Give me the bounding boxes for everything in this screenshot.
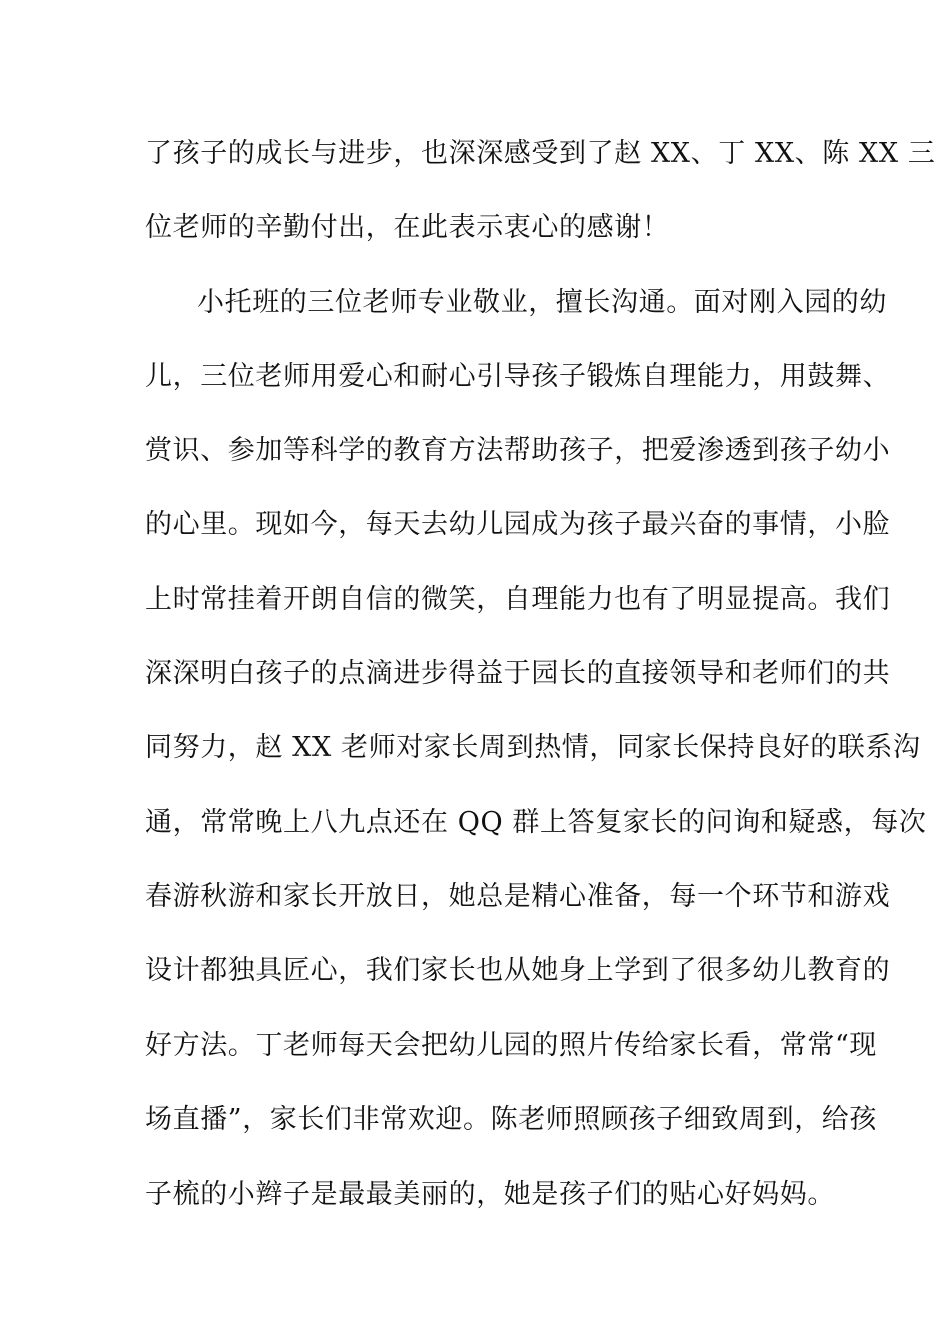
text-line: 位老师的辛勤付出，在此表示衷心的感谢！ [145, 212, 670, 243]
text-line: 儿，三位老师用爱心和耐心引导孩子锻炼自理能力，用鼓舞、 [145, 361, 891, 392]
text-line: 子梳的小辫子是最最美丽的，她是孩子们的贴心好妈妈。 [145, 1179, 835, 1210]
paragraph-first-line: 小托班的三位老师专业敬业，擅长沟通。面对刚入园的幼 [197, 287, 887, 318]
text-line: 的心里。现如今，每天去幼儿园成为孩子最兴奋的事情，小脸 [145, 509, 891, 540]
text-line: 设计都独具匠心，我们家长也从她身上学到了很多幼儿教育的 [145, 955, 891, 986]
text-line: 上时常挂着开朗自信的微笑，自理能力也有了明显提高。我们 [145, 584, 891, 615]
text-line: 通，常常晚上八九点还在 QQ 群上答复家长的问询和疑惑，每次 [145, 807, 927, 838]
text-line: 了孩子的成长与进步，也深深感受到了赵 XX、丁 XX、陈 XX 三 [145, 138, 936, 169]
text-line: 深深明白孩子的点滴进步得益于园长的直接领导和老师们的共 [145, 658, 891, 689]
text-line: 同努力，赵 XX 老师对家长周到热情，同家长保持良好的联系沟 [145, 732, 921, 763]
text-line: 赏识、参加等科学的教育方法帮助孩子，把爱渗透到孩子幼小 [145, 435, 891, 466]
text-line: 好方法。丁老师每天会把幼儿园的照片传给家长看，常常“现 [145, 1030, 878, 1061]
text-line: 春游秋游和家长开放日，她总是精心准备，每一个环节和游戏 [145, 881, 891, 912]
text-line: 场直播”，家长们非常欢迎。陈老师照顾孩子细致周到，给孩 [145, 1104, 878, 1135]
